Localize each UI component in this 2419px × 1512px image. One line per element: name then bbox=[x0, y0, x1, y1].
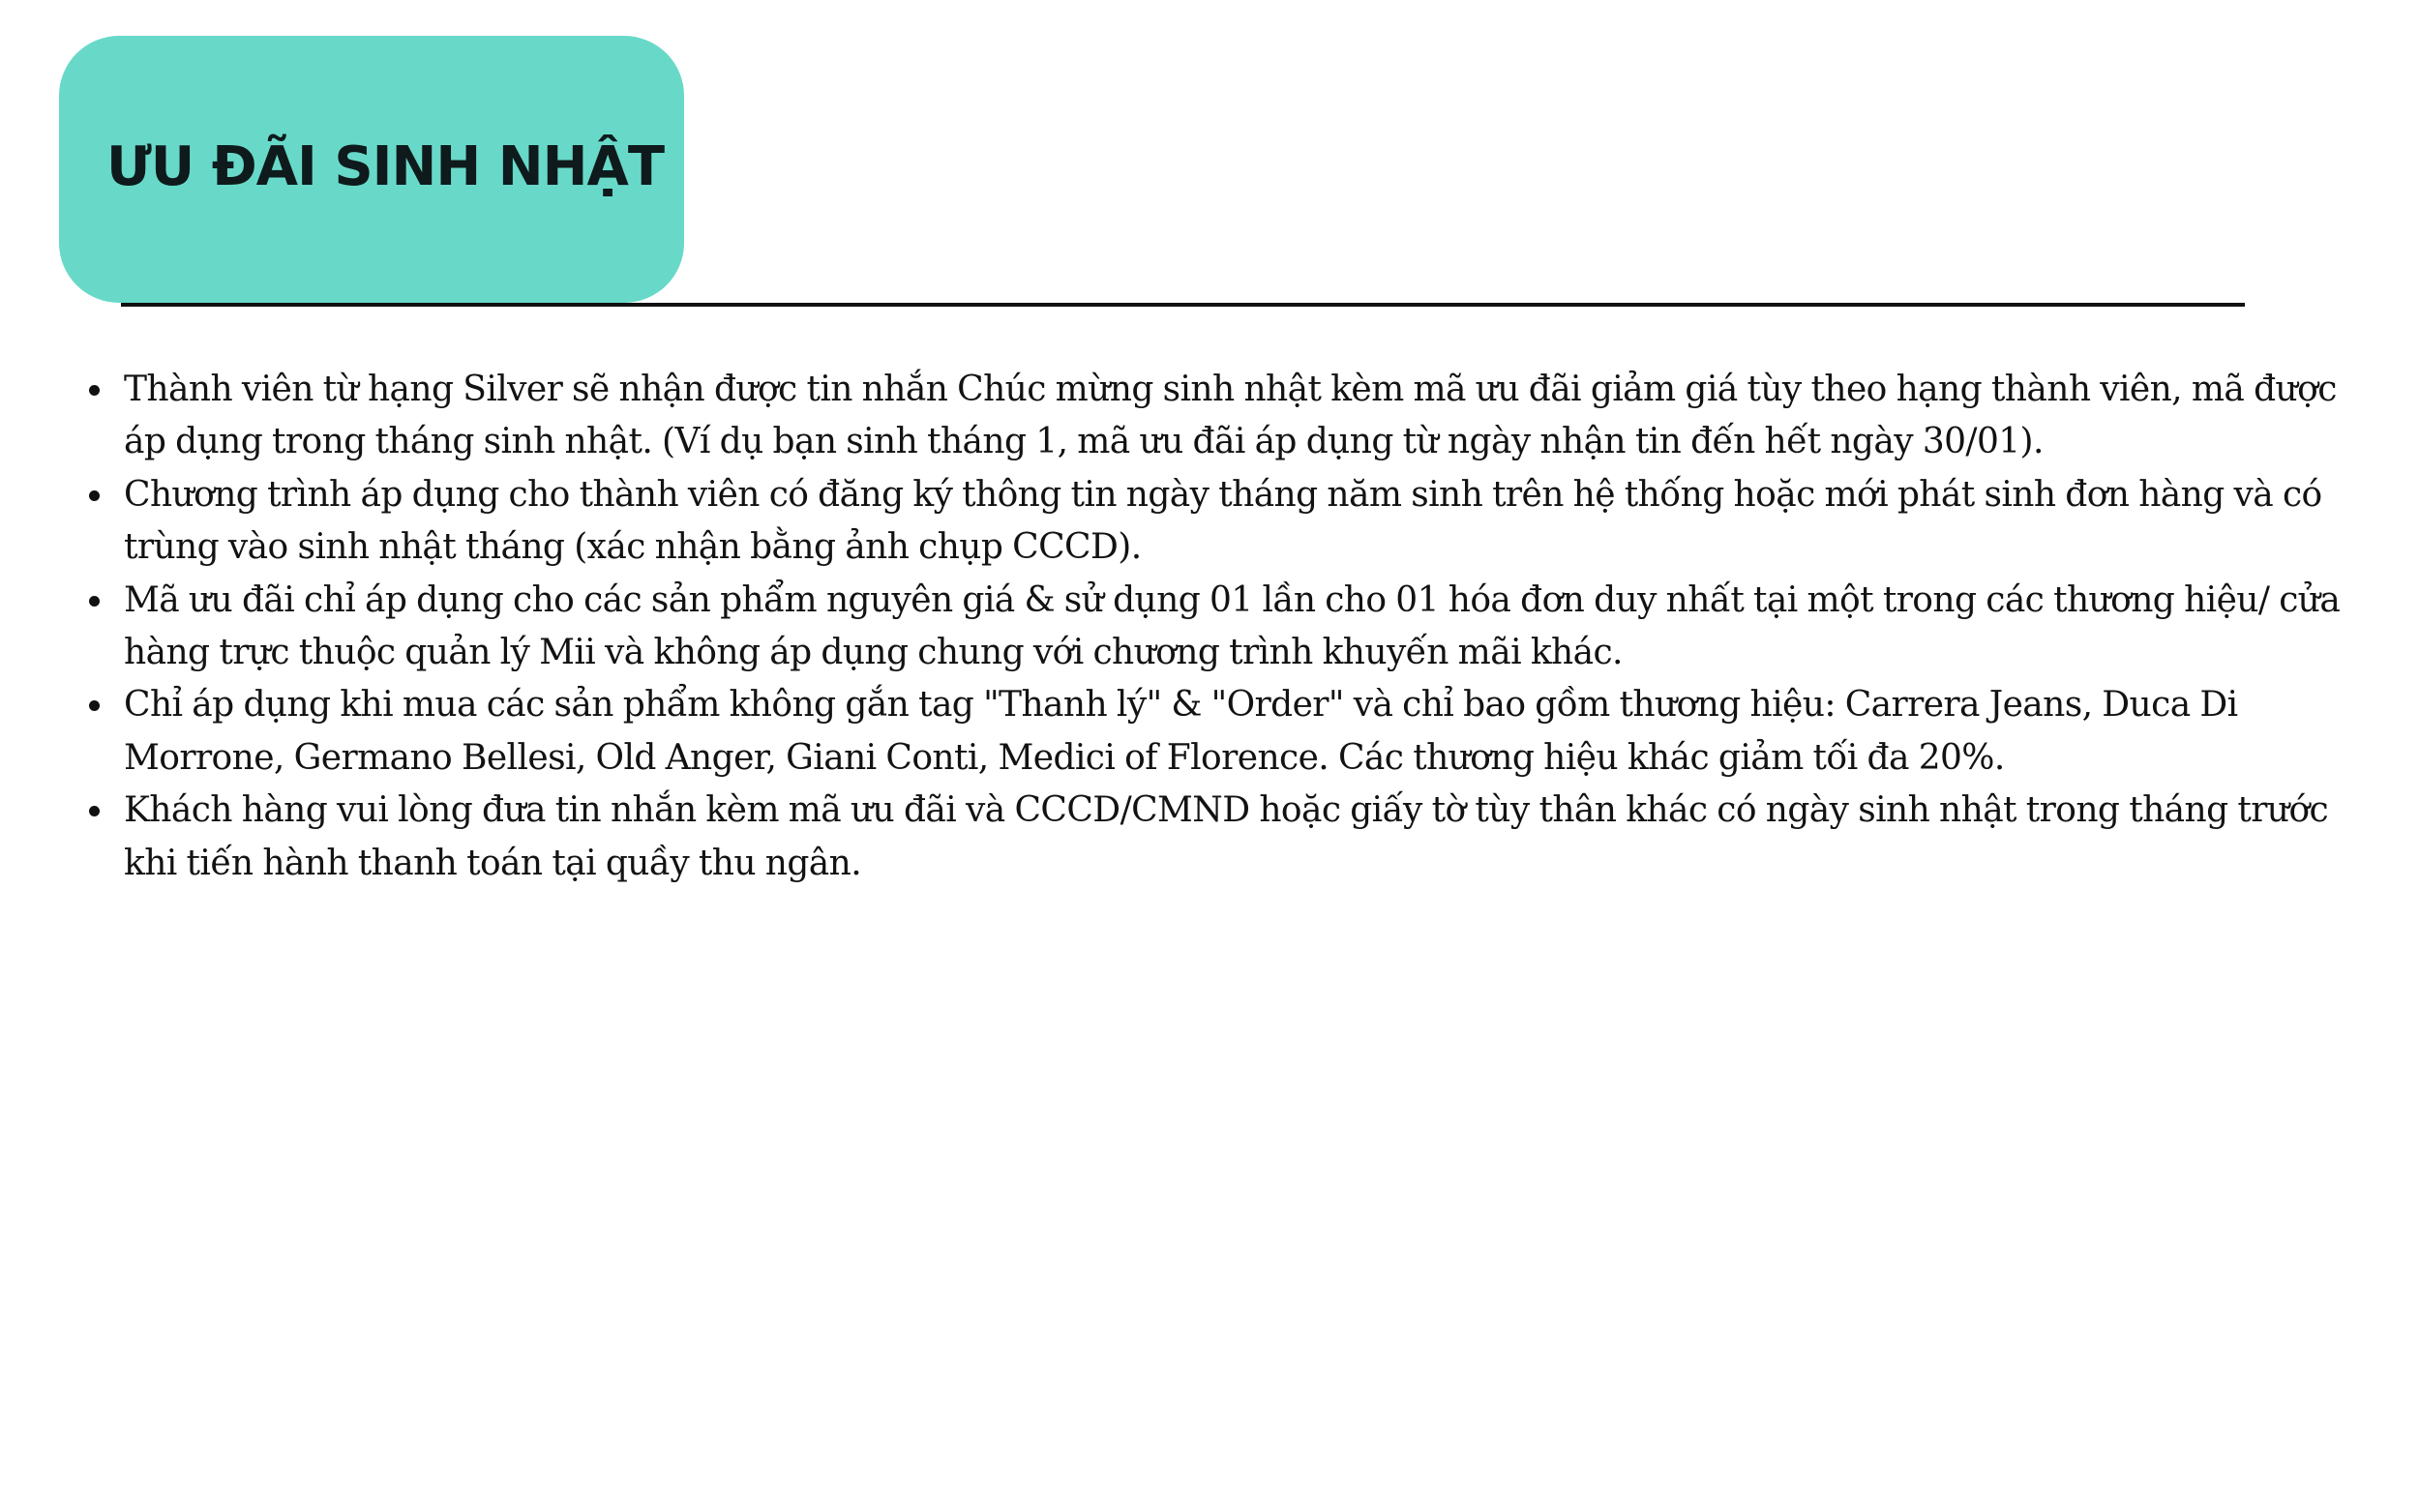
bullet-dot-icon bbox=[89, 490, 100, 501]
page-title: ƯU ĐÃI SINH NHẬT bbox=[106, 135, 665, 198]
title-divider bbox=[121, 303, 2245, 307]
terms-list-item bbox=[74, 679, 2367, 785]
terms-text: Khách hàng vui lòng đưa tin nhắn kèm mã ưu đãi và CCCD/CMND hoặc giấy tờ tùy thân khác có ngày sinh nhật trong tháng trước khi tiến hành thanh toán tại quầy thu ngân. bbox=[124, 790, 2329, 883]
terms-list bbox=[74, 364, 2367, 890]
bullet-dot-icon bbox=[89, 700, 100, 711]
terms-text: Mã ưu đãi chỉ áp dụng cho các sản phẩm nguyên giá & sử dụng 01 lần cho 01 hóa đơn duy nhất tại một trong các thương hiệu/ cửa hàng trực thuộc quản lý Mii và không áp dụng chung với chương trình khuyến mãi khác. bbox=[124, 579, 2341, 673]
terms-list-item bbox=[74, 575, 2367, 680]
terms-text: Thành viên từ hạng Silver sẽ nhận được tin nhắn Chúc mừng sinh nhật kèm mã ưu đãi giảm giá tùy theo hạng thành viên, mã được áp dụng trong tháng sinh nhật. (Ví dụ bạn sinh tháng 1, mã ưu đãi áp dụng từ ngày nhận tin đến hết ngày 30/01). bbox=[124, 370, 2337, 462]
bullet-dot-icon bbox=[89, 806, 100, 816]
bullet-dot-icon bbox=[89, 385, 100, 396]
terms-list-item bbox=[74, 364, 2367, 469]
terms-list-item bbox=[74, 785, 2367, 890]
bullet-dot-icon bbox=[89, 596, 100, 607]
terms-list-item bbox=[74, 469, 2367, 575]
terms-text: Chương trình áp dụng cho thành viên có đăng ký thông tin ngày tháng năm sinh trên hệ thống hoặc mới phát sinh đơn hàng và có trùng vào sinh nhật tháng (xác nhận bằng ảnh chụp CCCD). bbox=[124, 474, 2322, 568]
terms-text: Chỉ áp dụng khi mua các sản phẩm không gắn tag "Thanh lý" & "Order" và chỉ bao gồm thương hiệu: Carrera Jeans, Duca Di Morrone, Germano Bellesi, Old Anger, Giani Conti, Medici of Florence. Các thương hiệu khác giảm tối đa 20%. bbox=[124, 685, 2238, 778]
